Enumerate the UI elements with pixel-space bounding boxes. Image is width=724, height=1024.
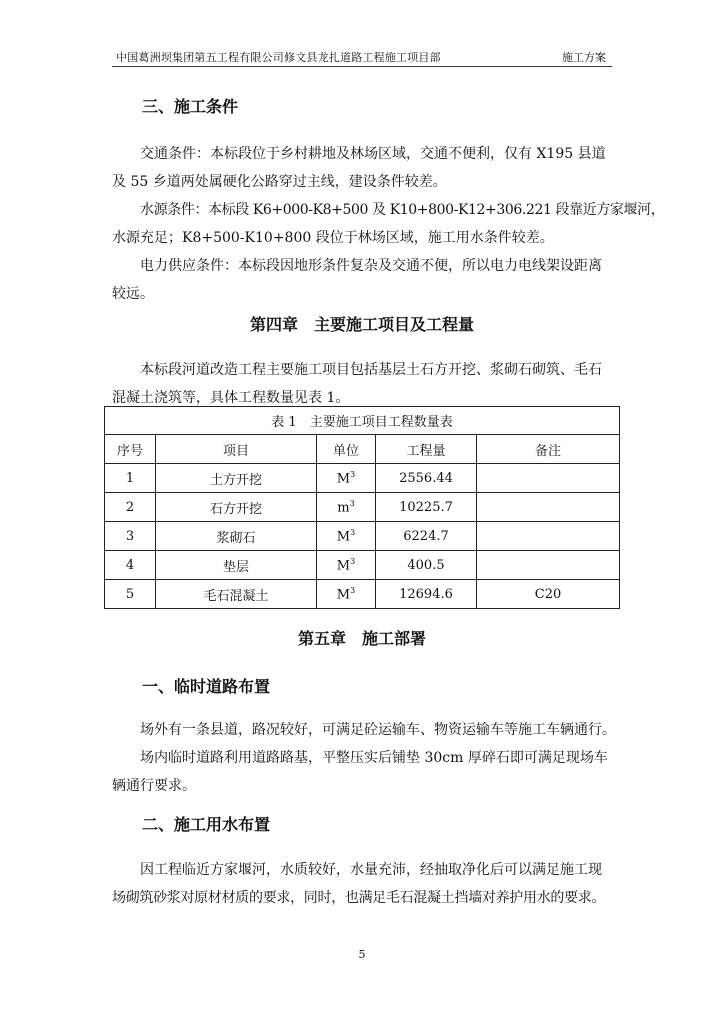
table-caption: 表 1 主要施工项目工程数量表	[105, 407, 620, 435]
road-line-1: 场外有一条县道，路况较好，可满足砼运输车、物资运输车等施工车辆通行。	[140, 722, 616, 738]
intro-line-1: 本标段河道改造工程主要施工项目包括基层土石方开挖、浆砌石砌筑、毛石	[140, 362, 602, 378]
table-row	[105, 551, 620, 580]
col-header-qty: 工程量	[376, 435, 477, 464]
header-project-name: 中国葛洲坝集团第五工程有限公司修文县龙扎道路工程施工项目部	[116, 51, 441, 64]
row-qty: 12694.6	[376, 580, 477, 609]
section-5-2-title: 二、施工用水布置	[142, 815, 271, 834]
row-unit	[317, 551, 376, 580]
section-3-title: 三、施工条件	[142, 97, 239, 116]
water-line-2: 水源充足；K8+500-K10+800 段位于林场区域，施工用水条件较差。	[112, 230, 554, 246]
section-5-1-body	[112, 716, 614, 800]
traffic-line-1: 交通条件：本标段位于乡村耕地及林场区域，交通不便利，仅有 X195 县道	[140, 146, 606, 162]
row-item: 土方开挖	[156, 464, 317, 493]
row-qty: 2556.44	[376, 464, 477, 493]
unit-base: M	[336, 587, 351, 603]
row-unit	[317, 464, 376, 493]
col-header-note: 备注	[477, 435, 620, 464]
quantity-table	[104, 406, 620, 609]
row-note: C20	[477, 580, 620, 609]
traffic-line-2: 及 55 乡道两处属硬化公路穿过主线，建设条件较差。	[112, 174, 447, 190]
table-row	[105, 522, 620, 551]
road-line-2: 场内临时道路利用道路路基，平整压实后铺垫 30cm 厚碎石即可满足现场车	[140, 750, 608, 766]
row-note	[477, 522, 620, 551]
water-use-line-2: 场砌筑砂浆对原材材质的要求，同时，也满足毛石混凝土挡墙对养护用水的要求。	[112, 890, 606, 906]
unit-base: M	[336, 529, 351, 545]
row-qty: 400.5	[376, 551, 477, 580]
water-line-1: 水源条件：本标段 K6+000-K8+500 及 K10+800-K12+306.221 段靠近方家堰河，	[140, 202, 665, 218]
row-note	[477, 493, 620, 522]
row-qty: 10225.7	[376, 493, 477, 522]
power-line-2: 较远。	[112, 286, 154, 302]
row-unit	[317, 522, 376, 551]
page-number: 5	[358, 948, 366, 961]
unit-base: M	[336, 558, 351, 574]
row-no: 1	[105, 464, 156, 493]
power-line-1: 电力供应条件：本标段因地形条件复杂及交通不便，所以电力电线架设距离	[140, 258, 602, 274]
unit-sup: 3	[350, 585, 356, 595]
col-header-no: 序号	[105, 435, 156, 464]
row-no: 2	[105, 493, 156, 522]
col-header-item: 项目	[156, 435, 317, 464]
col-header-unit: 单位	[317, 435, 376, 464]
road-line-3: 辆通行要求。	[112, 778, 196, 794]
chapter-5-title: 第五章 施工部署	[297, 629, 426, 648]
chapter-4-intro	[112, 356, 614, 412]
row-note	[477, 551, 620, 580]
water-use-line-1: 因工程临近方家堰河，水质较好，水量充沛，经抽取净化后可以满足施工现	[140, 862, 602, 878]
section-5-2-body	[112, 856, 614, 912]
unit-base: m	[337, 500, 350, 516]
row-unit	[317, 580, 376, 609]
row-qty: 6224.7	[376, 522, 477, 551]
unit-sup: 3	[350, 527, 356, 537]
chapter-4-title: 第四章 主要施工项目及工程量	[249, 315, 474, 334]
unit-base: M	[336, 471, 351, 487]
unit-sup: 3	[349, 498, 355, 508]
row-item: 垫层	[156, 551, 317, 580]
row-unit	[317, 493, 376, 522]
table-row	[105, 464, 620, 493]
section-5-1-title: 一、临时道路布置	[142, 677, 271, 696]
intro-line-2: 混凝土浇筑等，具体工程数量见表 1。	[112, 390, 350, 406]
row-item: 石方开挖	[156, 493, 317, 522]
page-header	[112, 50, 612, 67]
table-row	[105, 493, 620, 522]
row-note	[477, 464, 620, 493]
unit-sup: 3	[350, 556, 356, 566]
row-no: 5	[105, 580, 156, 609]
row-item: 浆砌石	[156, 522, 317, 551]
header-doc-type: 施工方案	[562, 51, 606, 64]
section-3-body	[112, 140, 665, 308]
table-header-row	[105, 435, 620, 464]
row-no: 4	[105, 551, 156, 580]
row-item: 毛石混凝土	[156, 580, 317, 609]
table-row	[105, 580, 620, 609]
unit-sup: 3	[350, 469, 356, 479]
row-no: 3	[105, 522, 156, 551]
